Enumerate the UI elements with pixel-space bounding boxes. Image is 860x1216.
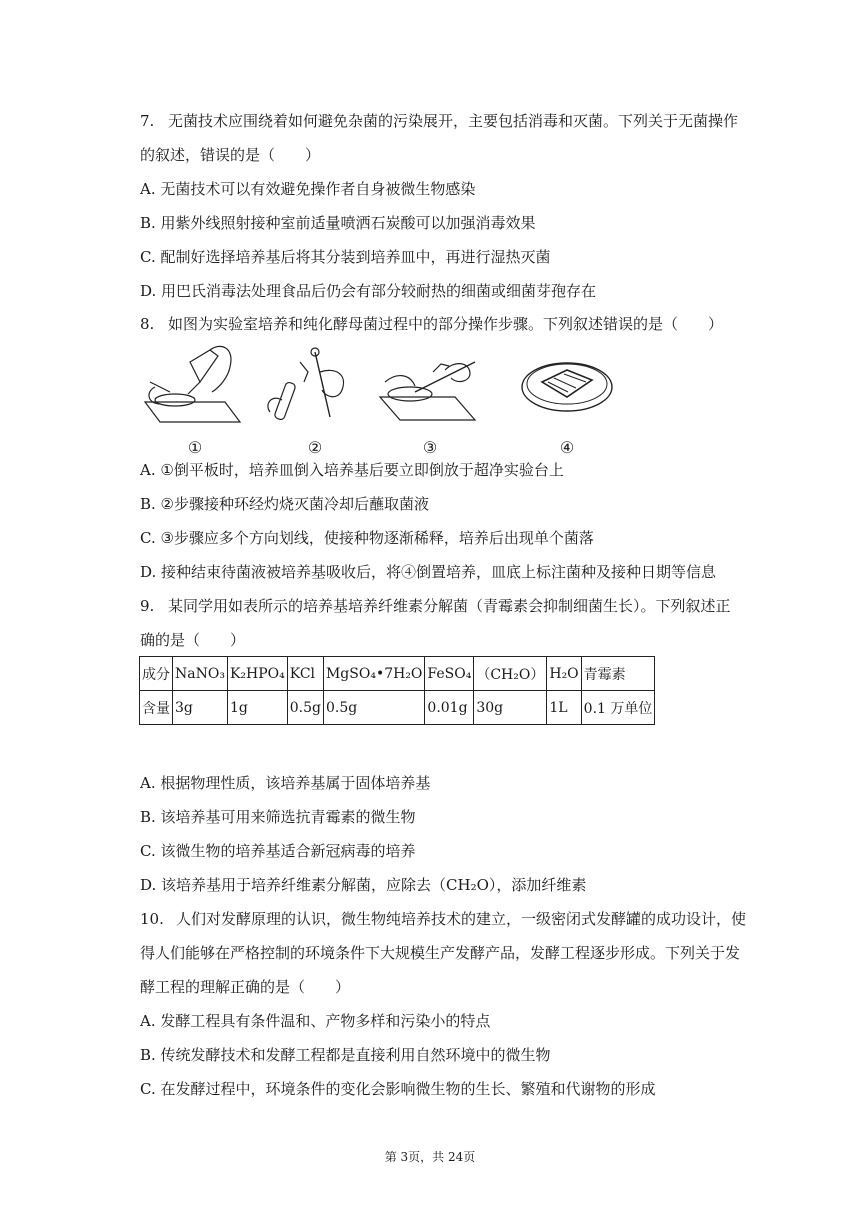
- q10-stem-line2: 得人们能够在严格控制的环境条件下大规模生产发酵产品，发酵工程逐步形成。下列关于发: [140, 944, 741, 962]
- q7-option-c: C. 配制好选择培养基后将其分装到培养皿中，再进行湿热灭菌: [140, 248, 551, 266]
- q7-stem-line1: [140, 111, 738, 131]
- table-cell: H₂O: [547, 657, 581, 691]
- figure-pouring-plate: [140, 342, 250, 457]
- table-cell: 0.1 万单位: [581, 691, 655, 725]
- q9-number: 9.: [140, 597, 155, 615]
- table-cell: FeSO₄: [425, 657, 474, 691]
- q9-option-c: C. 该微生物的培养基适合新冠病毒的培养: [140, 842, 416, 860]
- table-cell: 1L: [547, 691, 581, 725]
- table-cell: NaNO₃: [173, 657, 228, 691]
- q9-option-b: B. 该培养基可用来筛选抗青霉素的微生物: [140, 808, 416, 826]
- q8-stem-text: 如图为实验室培养和纯化酵母菌过程中的部分操作步骤。下列叙述错误的是（ ）: [168, 315, 724, 333]
- figure-label-3: ③: [422, 438, 438, 457]
- table-cell: 0.5g: [287, 691, 323, 725]
- q7-number: 7.: [140, 112, 155, 130]
- q9-stem-line1: [140, 596, 731, 616]
- q9-option-a: A. 根据物理性质，该培养基属于固体培养基: [140, 774, 431, 792]
- table-row: [140, 691, 655, 725]
- figure-label-4: ④: [559, 438, 575, 457]
- q8-number: 8.: [140, 315, 155, 333]
- figure-label-1: ①: [187, 438, 203, 457]
- q9-stem-line2: 确的是（ ）: [140, 631, 246, 649]
- q7-option-a: A. 无菌技术可以有效避免操作者自身被微生物感染: [140, 180, 476, 198]
- q8-option-b: B. ②步骤接种环经灼烧灭菌冷却后蘸取菌液: [140, 495, 430, 513]
- figure-streaking: [375, 342, 485, 457]
- streaking-drawing: [375, 342, 485, 434]
- table-cell: 30g: [474, 691, 547, 725]
- figure-dipping-loop: [260, 342, 370, 457]
- q7-option-b: B. 用紫外线照射接种室前适量喷洒石炭酸可以加强消毒效果: [140, 214, 536, 232]
- table-cell: MgSO₄•7H₂O: [323, 657, 424, 691]
- q9-option-d: D. 该培养基用于培养纤维素分解菌，应除去（CH₂O），添加纤维素: [140, 876, 587, 894]
- table-cell: 0.5g: [323, 691, 424, 725]
- table-cell: 3g: [173, 691, 228, 725]
- figure-plate: [512, 342, 622, 457]
- table-cell: K₂HPO₄: [227, 657, 287, 691]
- plate-drawing: [512, 342, 622, 434]
- q8-option-d: D. 接种结束待菌液被培养基吸收后，将④倒置培养，皿底上标注菌种及接种日期等信息: [140, 563, 717, 581]
- table-cell: （CH₂O）: [474, 657, 547, 691]
- table-cell: 含量: [140, 691, 173, 725]
- table-cell: KCl: [287, 657, 323, 691]
- q10-stem-text: 人们对发酵原理的认识，微生物纯培养技术的建立，一级密闭式发酵罐的成功设计，使: [176, 910, 747, 928]
- q10-stem-line1: [140, 909, 746, 929]
- table-cell: 青霉素: [581, 657, 655, 691]
- q8-figure: [140, 342, 620, 457]
- q8-option-a: A. ①倒平板时，培养皿倒入培养基后要立即倒放于超净实验台上: [140, 461, 564, 479]
- pouring-plate-drawing: [140, 342, 250, 434]
- q7-stem-text: 无菌技术应围绕着如何避免杂菌的污染展开，主要包括消毒和灭菌。下列关于无菌操作: [168, 112, 739, 130]
- q10-option-b: B. 传统发酵技术和发酵工程都是直接利用自然环境中的微生物: [140, 1046, 551, 1064]
- medium-table: [139, 656, 655, 725]
- table-cell: 成分: [140, 657, 173, 691]
- q7-stem-line2: 的叙述，错误的是（ ）: [140, 146, 321, 164]
- table-row: [140, 657, 655, 691]
- table-cell: 1g: [227, 691, 287, 725]
- q9-stem-text: 某同学用如表所示的培养基培养纤维素分解菌（青霉素会抑制细菌生长）。下列叙述正: [168, 597, 731, 615]
- q8-option-c: C. ③步骤应多个方向划线，使接种物逐渐稀释，培养后出现单个菌落: [140, 529, 594, 547]
- q8-stem-line1: [140, 314, 723, 334]
- page-footer: 第 3页，共 24页: [384, 1150, 476, 1164]
- dipping-loop-drawing: [260, 342, 370, 434]
- q10-option-a: A. 发酵工程具有条件温和、产物多样和污染小的特点: [140, 1012, 491, 1030]
- q7-option-d: D. 用巴氏消毒法处理食品后仍会有部分较耐热的细菌或细菌芽孢存在: [140, 282, 597, 300]
- figure-label-2: ②: [307, 438, 323, 457]
- table-cell: 0.01g: [425, 691, 474, 725]
- q10-stem-line3: 酵工程的理解正确的是（ ）: [140, 978, 351, 996]
- q10-number: 10.: [140, 910, 164, 928]
- q10-option-c: C. 在发酵过程中，环境条件的变化会影响微生物的生长、繁殖和代谢物的形成: [140, 1080, 656, 1098]
